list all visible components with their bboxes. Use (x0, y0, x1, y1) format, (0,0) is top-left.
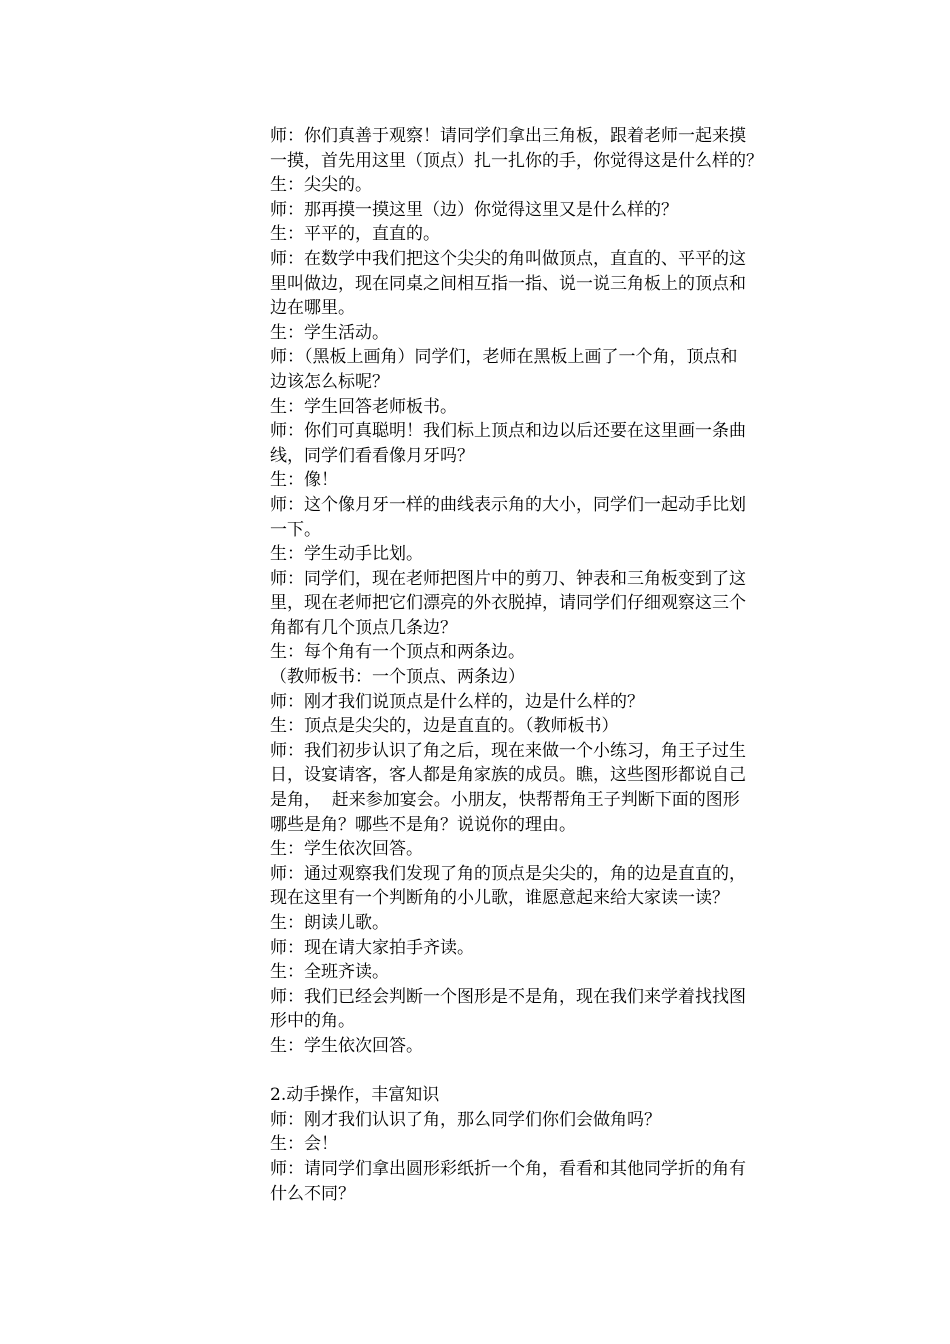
text-line: 什么不同？ (270, 1183, 355, 1204)
text-line: 里，现在老师把它们漂亮的外衣脱掉，请同学们仔细观察这三个 (270, 593, 746, 614)
text-line: 师：这个像月牙一样的曲线表示角的大小，同学们一起动手比划 (270, 494, 746, 515)
text-line: 现在这里有一个判断角的小儿歌，谁愿意起来给大家读一读？ (270, 888, 729, 909)
section-heading: 2.动手操作，丰富知识 (270, 1085, 440, 1106)
text-line: 生：像！ (270, 470, 338, 491)
text-line: 生：学生动手比划。 (270, 544, 423, 565)
text-line: 形中的角。 (270, 1011, 355, 1032)
text-line: 一摸，首先用这里（顶点）扎一扎你的手，你觉得这是什么样的？ (270, 150, 763, 171)
text-line: 生：每个角有一个顶点和两条边。 (270, 642, 525, 663)
blank-line (270, 1059, 818, 1084)
text-line: 生：尖尖的。 (270, 175, 372, 196)
text-line: （教师板书：一个顶点、两条边） (270, 667, 525, 688)
text-line: 师：通过观察我们发现了角的顶点是尖尖的，角的边是直直的， (270, 863, 746, 884)
text-line: 师：刚才我们说顶点是什么样的，边是什么样的？ (270, 691, 644, 712)
text-line: 生：学生依次回答。 (270, 1035, 423, 1056)
text-line: 边在哪里。 (270, 298, 355, 319)
lesson-transcript (270, 124, 818, 1206)
text-line: 哪些是角？哪些不是角？说说你的理由。 (270, 814, 576, 835)
text-line: 师：那再摸一摸这里（边）你觉得这里又是什么样的？ (270, 199, 678, 220)
text-line: 师：（黑板上画角）同学们，老师在黑板上画了一个角，顶点和 (270, 347, 738, 368)
text-line: 生：朗读儿歌。 (270, 913, 389, 933)
text-line: 生：顶点是尖尖的，边是直直的。（教师板书） (270, 716, 619, 737)
text-line: 是角， 赶来参加宴会。小朋友，快帮帮角王子判断下面的图形 (270, 790, 740, 811)
text-line: 线，同学们看看像月牙吗？ (270, 445, 474, 466)
text-line: 师：你们可真聪明！我们标上顶点和边以后还要在这里画一条曲 (270, 421, 746, 442)
text-line: 师：你们真善于观察！请同学们拿出三角板，跟着老师一起来摸 (270, 126, 746, 146)
text-line: 师：在数学中我们把这个尖尖的角叫做顶点，直直的、平平的这 (270, 248, 746, 269)
text-line: 生：会！ (270, 1134, 338, 1155)
text-line: 生：全班齐读。 (270, 962, 389, 983)
text-line: 师：刚才我们认识了角，那么同学们你们会做角吗？ (270, 1109, 661, 1130)
text-line: 一下。 (270, 519, 321, 540)
text-line: 师：我们初步认识了角之后，现在来做一个小练习，角王子过生 (270, 740, 746, 761)
text-line: 生：学生活动。 (270, 322, 389, 343)
text-line: 角都有几个顶点几条边？ (270, 617, 457, 638)
text-line: 师：我们已经会判断一个图形是不是角，现在我们来学着找找图 (270, 986, 746, 1007)
text-line: 生：学生依次回答。 (270, 839, 423, 860)
text-line: 里叫做边，现在同桌之间相互指一指、说一说三角板上的顶点和 (270, 273, 746, 294)
text-line: 日，设宴请客，客人都是角家族的成员。瞧，这些图形都说自己 (270, 765, 746, 786)
text-line: 师：现在请大家拍手齐读。 (270, 937, 474, 958)
text-line: 师：同学们，现在老师把图片中的剪刀、钟表和三角板变到了这 (270, 568, 746, 589)
text-line: 边该怎么标呢？ (270, 371, 389, 392)
text-line: 生：平平的，直直的。 (270, 224, 440, 245)
text-line: 生：学生回答老师板书。 (270, 396, 457, 417)
text-line: 师：请同学们拿出圆形彩纸折一个角，看看和其他同学折的角有 (270, 1158, 746, 1179)
